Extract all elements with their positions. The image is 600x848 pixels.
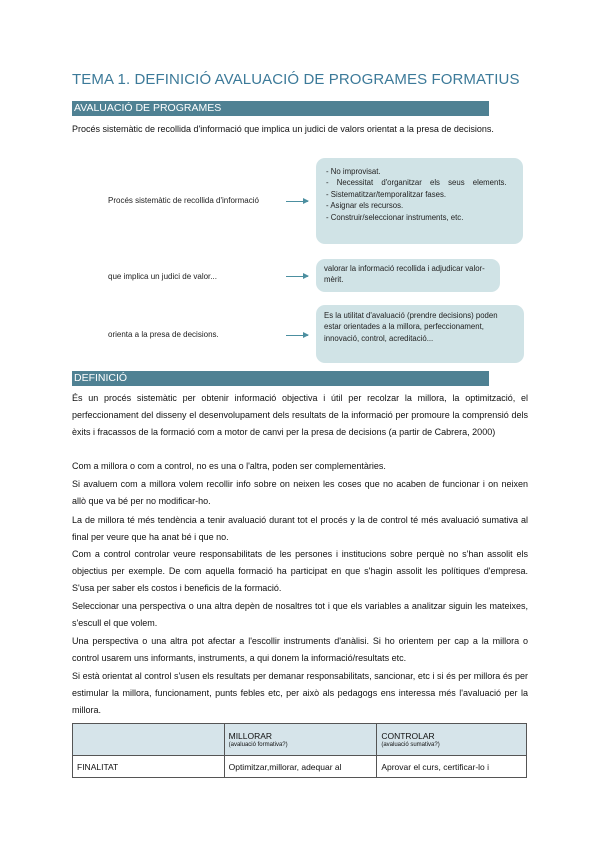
diagram-label-1: Procés sistemàtic de recollida d'informació: [108, 196, 259, 205]
diagram-bullet: - Construir/seleccionar instruments, etc.: [326, 212, 515, 223]
definition-paragraph: És un procés sistemàtic per obtenir informació objectiva i útil per recolzar la millora, la optimització, el perfeccionament del disseny el desenvolupament dels resultats de la informació per promoure la comprensió dels èxits i fracassos de la formació com a motor de canvi per la presa de decisions (a partir de Cabrera, 2000): [72, 393, 528, 438]
header-label: MILLORAR: [228, 731, 273, 741]
section-header-avaluacio: AVALUACIÓ DE PROGRAMES: [72, 101, 489, 116]
concept-diagram: [72, 152, 528, 370]
definition-paragraph: Seleccionar una perspectiva o una altra depèn de nosaltres tot i que els variables a analitzar siguin les mateixes, s'escull el que volem.: [72, 601, 528, 629]
table-header-row: [73, 724, 527, 756]
diagram-label-2: que implica un judici de valor...: [108, 272, 217, 281]
table-header-cell: [377, 724, 527, 756]
table-cell: FINALITAT: [73, 756, 225, 778]
definition-paragraph: Com a control controlar veure responsabilitats de les persones i institucions sobre perquè no s'han assolit els objectius per exemple. De com aquella formació ha participat en que s'hagin assolit les polítiques d'empresa. S'usa per saber els costos i beneficis de la formació.: [72, 549, 528, 594]
table-cell: Optimitzar,millorar, adequar al: [224, 756, 377, 778]
definition-paragraph: La de millora té més tendència a tenir avaluació durant tot el procés y la de control té més avaluació sumativa al final per veure que ha anat bé i que no.: [72, 515, 528, 543]
arrow-icon: [286, 335, 308, 336]
definition-paragraph: Com a millora o com a control, no es una o l'altra, poden ser complementàries.: [72, 461, 386, 471]
diagram-box-1: [316, 158, 523, 244]
table-header-cell: [224, 724, 377, 756]
diagram-bullet: - Asignar els recursos.: [326, 200, 515, 211]
diagram-label-3: orienta a la presa de decisions.: [108, 330, 219, 339]
definition-paragraph: Si avaluem com a millora volem recollir info sobre on neixen les coses que no acaben de funcionar i on neixen allò que va bé per no modificar-ho.: [72, 479, 528, 507]
definition-paragraph: Una perspectiva o una altra pot afectar a l'escollir instruments d'anàlisi. Si ho orientem per cap a la millora o control usarem uns informants, instruments, a qui donem la informació/resultats etc.: [72, 636, 528, 664]
comparison-table: [72, 723, 527, 778]
diagram-bullet: - Sistematitzar/temporalitzar fases.: [326, 189, 515, 200]
table-header-cell: [73, 724, 225, 756]
document-title: TEMA 1. DEFINICIÓ AVALUACIÓ DE PROGRAMES FORMATIUS: [72, 71, 520, 88]
diagram-bullet: - No improvisat.: [326, 166, 515, 177]
table-row: [73, 756, 527, 778]
diagram-box-2: valorar la informació recollida i adjudicar valor-mèrit.: [316, 259, 500, 292]
intro-paragraph: Procés sistemàtic de recollida d'informació que implica un judici de valors orientat a la presa de decisions.: [72, 124, 494, 134]
diagram-bullet: - Necessitat d'organitzar els seus elements.: [326, 177, 515, 188]
arrow-icon: [286, 201, 308, 202]
header-label: CONTROLAR: [381, 731, 435, 741]
definition-paragraph: Si està orientat al control s'usen els resultats per demanar responsabilitats, sancionar, etc i si és per millora és per estimular la millora, funcionament, punts febles etc, per això als pedagogs ens interessa més l'avaluació per la millora.: [72, 671, 528, 716]
table-cell: Aprovar el curs, certificar-lo i: [377, 756, 527, 778]
section-header-definicio: DEFINICIÓ: [72, 371, 489, 386]
header-sub: (avaluació sumativa?): [381, 742, 440, 748]
header-sub: (avaluació formativa?): [228, 742, 288, 748]
arrow-icon: [286, 276, 308, 277]
diagram-box-3: Es la utilitat d'avaluació (prendre decisions) poden estar orientades a la millora, perfeccionament, innovació, control, acreditació...: [316, 305, 524, 363]
